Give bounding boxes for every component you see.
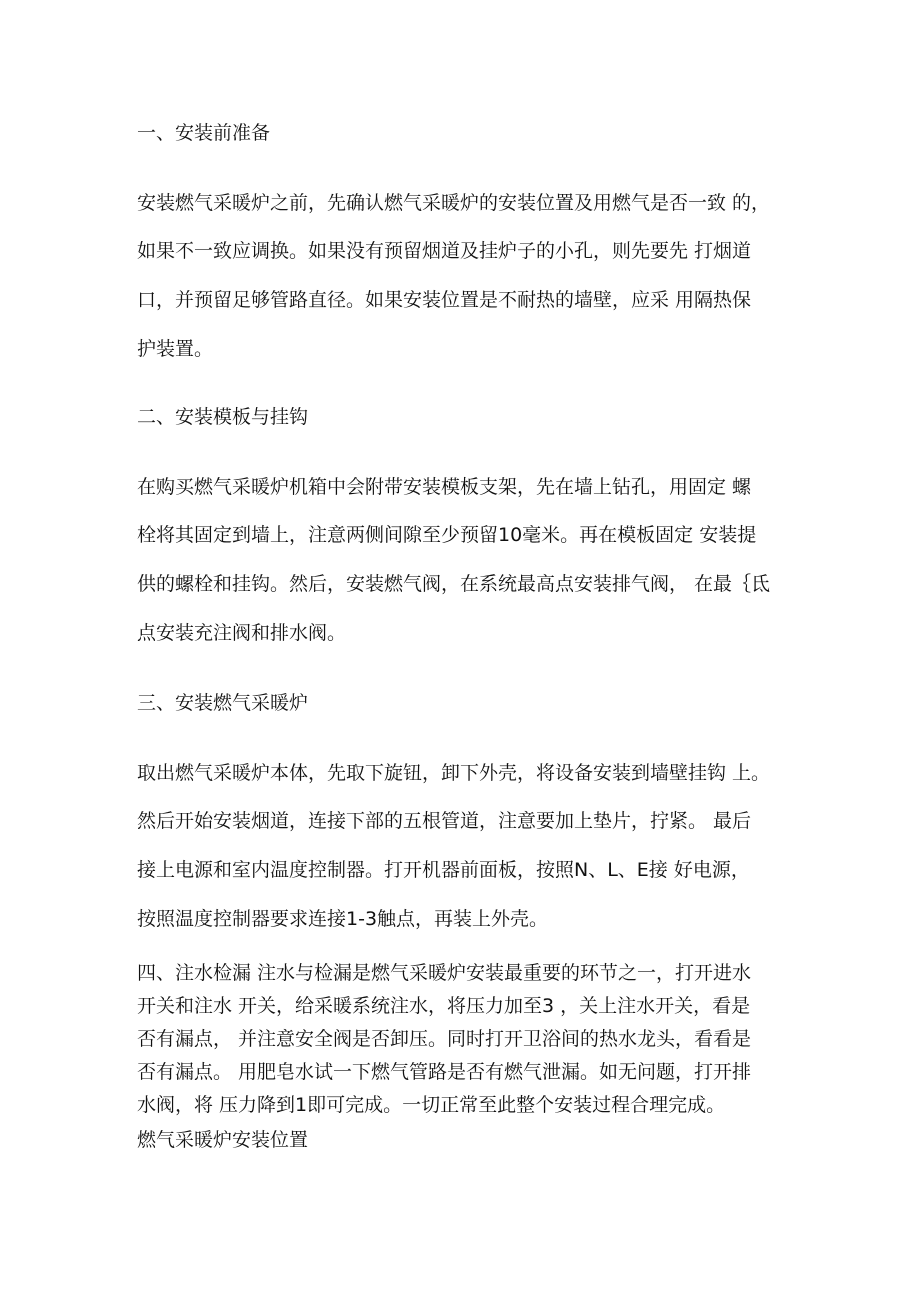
section-4-line-2: 开关和注水 开关，给采暖系统注水，将压力加至3 ，关上注水开关，看是 <box>137 995 751 1017</box>
section-1-heading: 一、安装前准备 <box>137 122 271 144</box>
section-3-line-3: 接上电源和室内温度控制器。打开机器前面板，按照N、L、E接 好电源， <box>137 859 750 881</box>
section-1-line-3: 口，并预留足够管路直径。如果安装位置是不耐热的墙壁，应采 用隔热保 <box>137 289 752 311</box>
section-2-line-4: 点安装充注阀和排水阀。 <box>137 622 347 644</box>
section-3-line-1: 取出燃气采暖炉本体，先取下旋钮，卸下外壳，将设备安装到墙壁挂钩 上。 <box>137 762 771 784</box>
section-4-line-3: 否有漏点， 并注意安全阀是否卸压。同时打开卫浴间的热水龙头，看看是 <box>137 1028 752 1050</box>
section-2-line-1: 在购买燃气采暖炉机箱中会附带安装模板支架，先在墙上钻孔，用固定 螺 <box>137 476 752 498</box>
section-3-line-4: 按照温度控制器要求连接1-3触点，再装上外壳。 <box>137 908 549 930</box>
section-1-line-2: 如果不一致应调换。如果没有预留烟道及挂炉子的小孔，则先要先 打烟道 <box>137 240 752 262</box>
section-4-line-4: 否有漏点。 用肥皂水试一下燃气管路是否有燃气泄漏。如无问题，打开排 <box>137 1061 752 1083</box>
section-3-heading: 三、安装燃气采暖炉 <box>137 692 309 714</box>
section-4-line-1: 四、注水检漏 注水与检漏是燃气采暖炉安装最重要的环节之一，打开进水 <box>137 962 752 984</box>
section-4-line-5: 水阀，将 压力降到1即可完成。一切正常至此整个安装过程合理完成。 <box>137 1094 726 1116</box>
section-3-line-2: 然后开始安装烟道，连接下部的五根管道，注意要加上垫片，拧紧。 最后 <box>137 810 752 832</box>
section-2-line-2: 栓将其固定到墙上，注意两侧间隙至少预留10毫米。再在模板固定 安装提 <box>137 524 757 546</box>
section-2-heading: 二、安装模板与挂钩 <box>137 406 309 428</box>
section-2-line-3: 供的螺栓和挂钩。然后，安装燃气阀，在系统最高点安装排气阀， 在最｛氐 <box>137 573 771 595</box>
closing-heading: 燃气采暖炉安装位置 <box>137 1129 309 1151</box>
section-1-line-1: 安装燃气采暖炉之前，先确认燃气采暖炉的安装位置及用燃气是否一致 的， <box>137 192 771 214</box>
section-1-line-4: 护装置。 <box>137 338 214 360</box>
